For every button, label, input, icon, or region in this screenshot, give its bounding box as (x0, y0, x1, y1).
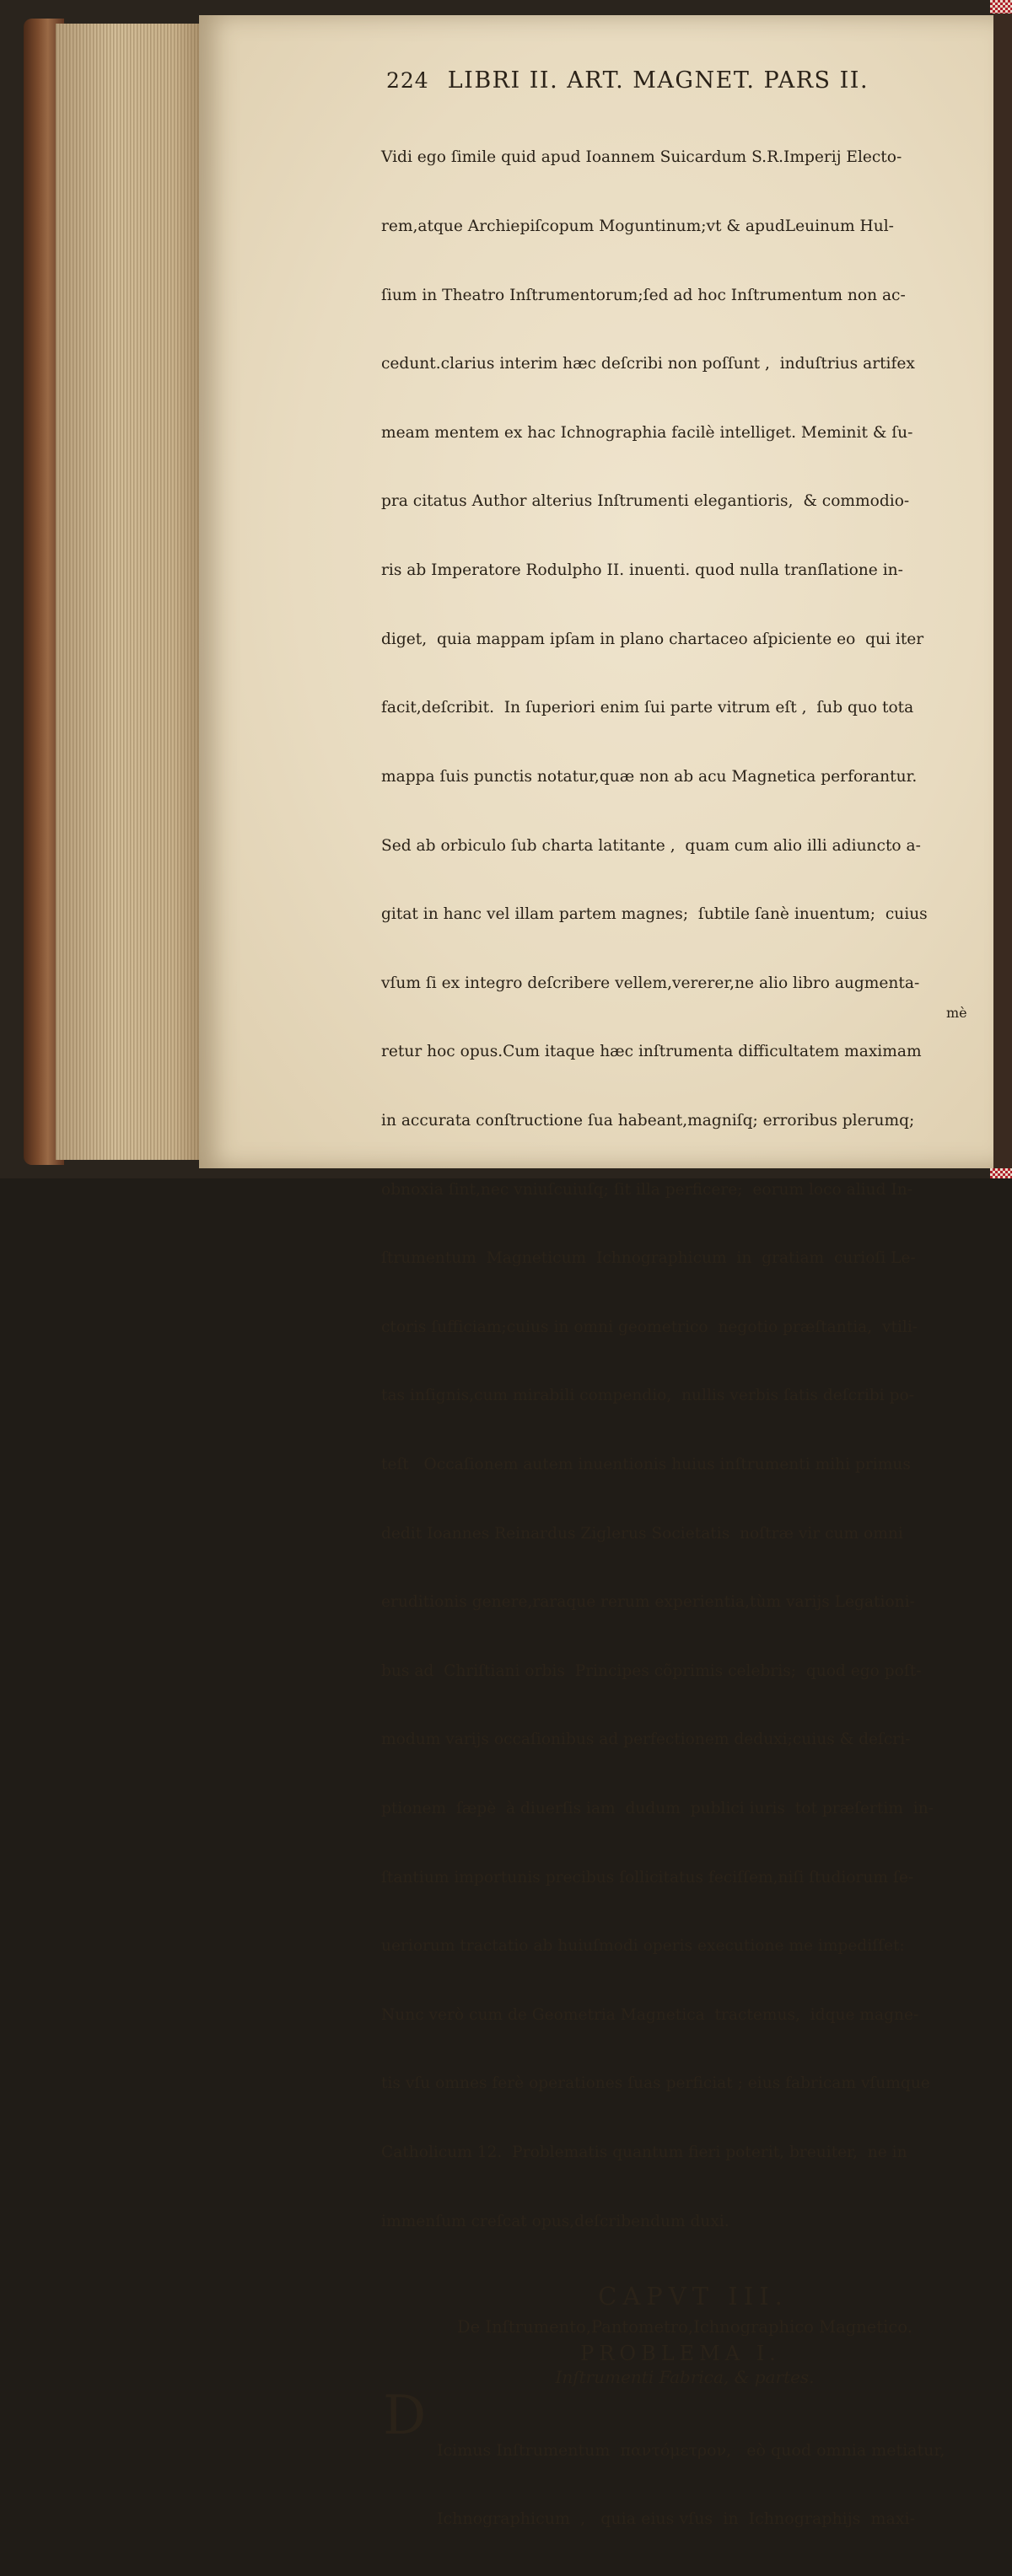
text-line: immenſum creſcat opus,deſcribendum duxi. (381, 2212, 729, 2230)
opening-paragraph (381, 2385, 977, 2529)
color-checker-top (990, 0, 1012, 13)
body-paragraph (381, 100, 977, 2278)
text-line: ſtantium importunis precibus ſollicitatus feciſſem,niſi ſtudiorum ſe- (381, 1868, 914, 1886)
text-line: Vidi ego ſimile quid apud Ioannem Suicardum S.R.Imperij Electo- (381, 148, 902, 167)
text-line: pra citatus Author alterius Inſtrumenti elegantioris, & commodio- (381, 492, 910, 511)
running-head: LIBRI II. ART. MAGNET. PARS II. (447, 67, 869, 94)
page-header (376, 67, 977, 94)
text-line: in accurata conſtructione ſua habeant,magniſq; erroribus plerumq; (381, 1111, 915, 1130)
chapter-heading: CAPVT III. (598, 2282, 789, 2311)
text-line: meam mentem ex hac Ichnographia facilè intelliget. Meminit & ſu- (381, 423, 913, 442)
drop-cap: D (383, 2385, 427, 2448)
chapter-subtitle: De Inſtrumento,Pantometro,Ichnographico Magnetico. (457, 2317, 912, 2337)
opening-lines (437, 2394, 945, 2576)
text-line: dedit Ioannes Reinardus Ziglerus Societatis noſtræ vir cum omni (381, 1524, 903, 1543)
text-line: ueriorum tractatio ab huiuſmodi operis executione me impediſſet: (381, 1937, 905, 1956)
text-line: teſt Occaſionem autem inuentionis huius inſtrumenti mihi primus (381, 1455, 911, 1473)
text-line: ris ab Imperatore Rodulpho II. inuenti. quod nulla tranſlatione in- (381, 561, 903, 580)
text-line: Ichnographicum , quia eius vſus in Ichnographijs maxi- (437, 2509, 916, 2529)
text-line: Sed ab orbiculo ſub charta latitante , quam cum alio illi adiuncto a- (381, 836, 921, 855)
text-line: eruditionis genere,raraque rerum experientia,tùm varijs Legationi- (381, 1593, 915, 1612)
text-line: Catholicum 12. Problematis quantum fieri poterit, breuiter, ne in (381, 2144, 907, 2162)
catchword: mè (946, 1005, 967, 1021)
text-line: ptionem ſæpè à diuerſis iam dudum publici iuris tot præſertim in- (381, 1800, 934, 1818)
text-line: tis vſu omnes ferè operationes ſuas perficiat ; eius fabricam vſumque (381, 2074, 930, 2093)
text-line: tas inſignis,cum mirabili compendio, nullis verbis ſatis deſcribi po- (381, 1387, 915, 1405)
text-line: vſum ſi ex integro deſcribere vellem,vererer,ne alio libro augmenta- (381, 974, 920, 992)
text-line: cedunt.clarius interim hæc deſcribi non poſſunt , induſtrius artifex (381, 355, 915, 373)
text-line: modum varijs occaſionibus ad perfectionem deduxi;cuius & deſcri- (381, 1731, 911, 1749)
text-line: retur hoc opus.Cum itaque hæc inſtrumenta difficultatem maximam (381, 1043, 922, 1061)
problem-subtitle: Inſtrumenti Fabrica, & partes. (555, 2367, 815, 2388)
text-line: ctoris ſufficiam;cuius in omni geometrico negotio præſtantia, vtili- (381, 1318, 918, 1336)
text-line: ſium in Theatro Inſtrumentorum;ſed ad hoc Inſtrumentum non ac- (381, 286, 906, 304)
text-line: rem,atque Archiepiſcopum Moguntinum;vt & apudLeuinum Hul- (381, 217, 894, 236)
page-edges (56, 24, 204, 1160)
text-line: diget, quia mappam ipſam in plano chartaceo aſpiciente eo qui iter (381, 630, 924, 648)
page-number: 224 (386, 68, 429, 93)
page-text-block (376, 67, 977, 2529)
text-line: facit,deſcribit. In ſuperiori enim ſui parte vitrum eſt , ſub quo tota (381, 699, 914, 717)
text-line: gitat in hanc vel illam partem magnes; ſubtile ſanè inuentum; cuius (381, 905, 928, 924)
text-line: mappa ſuis punctis notatur,quæ non ab acu Magnetica perforantur. (381, 767, 918, 786)
text-line: ſtrumentum Magneticum Ichnographicum in gratiam curioſi Le- (381, 1249, 916, 1268)
text-line: Icimus Inſtrumentum παντόμετρον, eò quod omnia metiatur, (437, 2441, 945, 2461)
text-line: Nunc verò cum de Geometria Magnetica tractemus, idque magne- (381, 2005, 919, 2024)
text-line: bus ad Chriſtiani orbis Principes cõprimis celebris; quod ego poſt- (381, 1661, 922, 1680)
text-line: obnoxia ſint,nec vniuſcuiuſq; ſit illa perficere; eorum loco aliud In- (381, 1180, 913, 1199)
problem-heading: PROBLEMA I. (580, 2342, 781, 2366)
color-checker-bottom (990, 1168, 1012, 1178)
right-binding-edge (993, 0, 1012, 1178)
